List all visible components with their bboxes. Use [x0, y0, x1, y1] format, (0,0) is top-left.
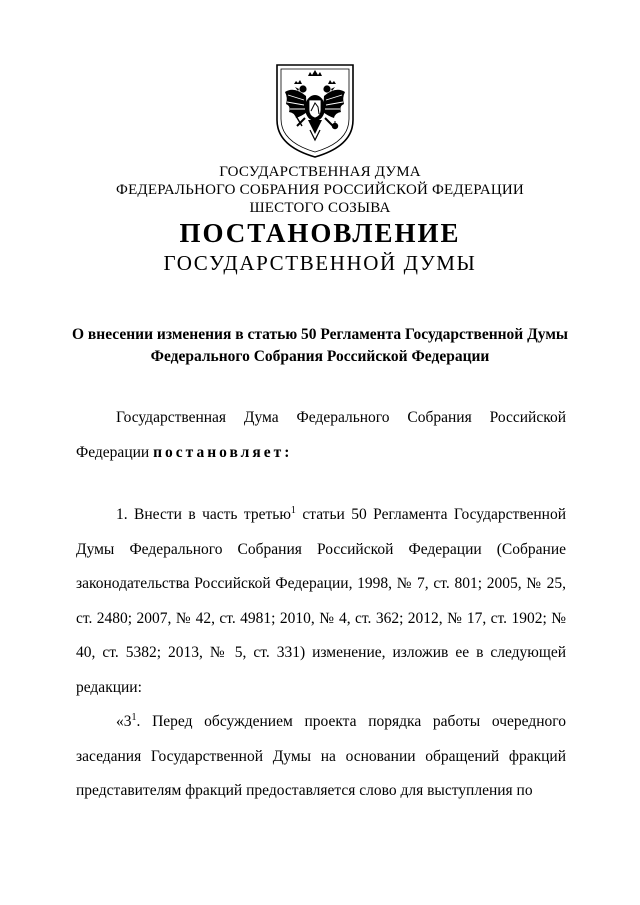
quoted-paragraph [76, 705, 566, 809]
issuer-line-3: ШЕСТОГО СОЗЫВА [249, 200, 391, 216]
item-1-paragraph [76, 498, 566, 705]
document-heading: О внесении изменения в статью 50 Регламента Государственной Думы Федерального Собрания Российской Федерации [72, 326, 568, 365]
paragraph-superscript: 1 [131, 711, 137, 723]
intro-emphasis: постановляет: [153, 443, 293, 461]
document-type-subtitle: ГОСУДАРСТВЕННОЙ ДУМЫ [163, 251, 477, 275]
footnote-marker: 1 [290, 504, 296, 516]
issuer-line-2: ФЕДЕРАЛЬНОГО СОБРАНИЯ РОССИЙСКОЙ ФЕДЕРАЦИИ [116, 182, 524, 198]
document-type-title: ПОСТАНОВЛЕНИЕ [179, 218, 461, 248]
quote-text-rest: . Перед обсуждением проекта порядка работы очередного заседания Государственной Думы на основании обращений фракций представителям фракций предоставляется слово для выступления по [76, 713, 566, 799]
quote-text-start: «3 [116, 713, 132, 730]
russian-coat-of-arms-icon [274, 62, 356, 160]
item-1-text-rest: статьи 50 Регламента Государственной Думы Федерального Собрания Российской Федерации (Собрание законодательства Российской Федерации, 1998, № 7, ст. 801; 2005, № 25, ст. 2480; 2007, № 42, ст. 4981; 2010, № 4, ст. 362; 2012, № 17, ст. 1902; № 40, ст. 5382; 2013, № 5, ст. 331) изменение, изложив ее в следующей редакции: [76, 506, 566, 696]
intro-paragraph [76, 401, 566, 470]
issuer-line-1: ГОСУДАРСТВЕННАЯ ДУМА [219, 164, 421, 180]
item-1-text-start: 1. Внести в часть третью [116, 506, 291, 523]
intro-text: Государственная Дума Федерального Собрания Российской Федерации [76, 409, 566, 461]
